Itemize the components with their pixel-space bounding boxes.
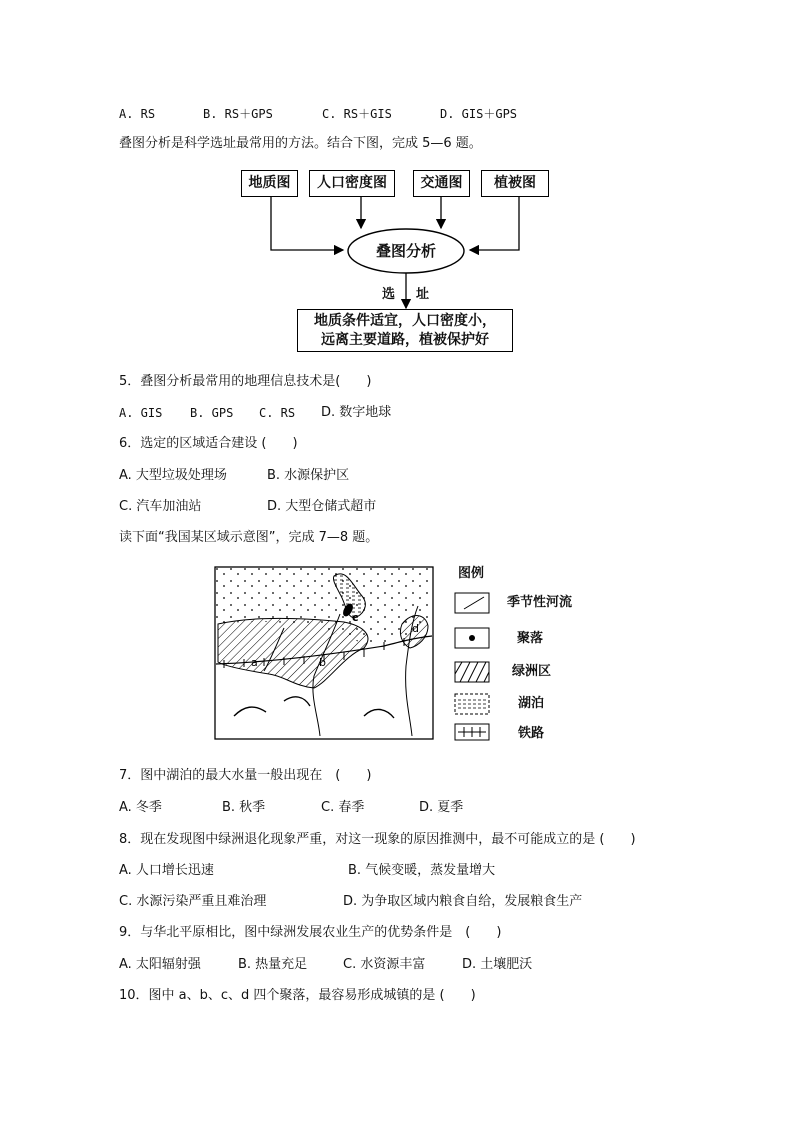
- q9-option-d[interactable]: D. 土壤肥沃: [462, 957, 533, 972]
- result-box: [297, 309, 513, 352]
- site-label-right: 址: [416, 287, 430, 302]
- intro-7-8: 读下面“我国某区域示意图”，完成 7—8 题。: [119, 530, 379, 545]
- legend-railway-label: 铁路: [518, 726, 545, 741]
- q7-option-a[interactable]: A. 冬季: [119, 800, 162, 815]
- q7-option-c[interactable]: C. 春季: [321, 800, 365, 815]
- legend-river-symbol: [455, 593, 489, 613]
- source-vegetation-map: 植被图: [481, 170, 549, 197]
- label-a: a: [251, 656, 258, 669]
- q5-option-b[interactable]: B. GPS: [190, 406, 234, 420]
- q5-stem: 5．叠图分析最常用的地理信息技术是( ): [119, 374, 372, 389]
- arrow-geology: [271, 197, 343, 250]
- q9-option-c[interactable]: C. 水资源丰富: [343, 957, 426, 972]
- legend-symbols: [454, 592, 492, 742]
- q4-option-a[interactable]: A. RS: [119, 107, 156, 121]
- source-geology-map: 地质图: [241, 170, 298, 197]
- q10-stem: 10．图中 a、b、c、d 四个聚落，最容易形成城镇的是 ( ): [119, 988, 476, 1003]
- q5-option-a[interactable]: A. GIS: [119, 406, 163, 420]
- legend-lake-label: 湖泊: [518, 696, 545, 711]
- q4-option-b[interactable]: B. RS＋GPS: [203, 107, 273, 121]
- q7-option-b[interactable]: B. 秋季: [222, 800, 266, 815]
- region-map: [214, 566, 434, 740]
- label-c: c: [352, 611, 359, 624]
- q9-option-a[interactable]: A. 太阳辐射强: [119, 957, 201, 972]
- legend-title: 图例: [458, 566, 485, 581]
- q5-option-d[interactable]: D. 数字地球: [321, 405, 392, 420]
- source-traffic-map: 交通图: [413, 170, 470, 197]
- q8-option-d[interactable]: D. 为争取区域内粮食自给，发展粮食生产: [343, 894, 583, 909]
- q9-stem: 9．与华北平原相比，图中绿洲发展农业生产的优势条件是 ( ): [119, 925, 502, 940]
- arrow-vegetation: [470, 197, 519, 250]
- q8-stem: 8．现在发现图中绿洲退化现象严重，对这一现象的原因推测中，最不可能成立的是 ( ): [119, 832, 636, 847]
- legend-settlement-label: 聚落: [517, 631, 544, 646]
- label-d: d: [412, 622, 419, 635]
- result-line-2: 远离主要道路，植被保护好: [321, 332, 489, 348]
- legend-oasis-label: 绿洲区: [512, 664, 552, 679]
- q8-option-b[interactable]: B. 气候变暖，蒸发量增大: [348, 863, 496, 878]
- q7-option-d[interactable]: D. 夏季: [419, 800, 464, 815]
- q6-option-b[interactable]: B. 水源保护区: [267, 468, 350, 483]
- site-label-left: 选: [382, 287, 396, 302]
- q8-option-a[interactable]: A. 人口增长迅速: [119, 863, 214, 878]
- q7-stem: 7．图中湖泊的最大水量一般出现在 ( ): [119, 768, 372, 783]
- result-line-1: 地质条件适宜，人口密度小，: [314, 313, 496, 329]
- q4-option-c[interactable]: C. RS＋GIS: [322, 107, 392, 121]
- q6-option-a[interactable]: A. 大型垃圾处理场: [119, 468, 227, 483]
- q8-option-c[interactable]: C. 水源污染严重且难治理: [119, 894, 267, 909]
- intro-5-6: 叠图分析是科学选址最常用的方法。结合下图，完成 5—6 题。: [119, 136, 482, 151]
- label-b: b: [319, 656, 326, 669]
- q6-stem: 6．选定的区域适合建设 ( ): [119, 436, 298, 451]
- source-population-map: 人口密度图: [309, 170, 395, 197]
- q6-option-d[interactable]: D. 大型仓储式超市: [267, 499, 377, 514]
- q9-option-b[interactable]: B. 热量充足: [238, 957, 308, 972]
- q4-option-d[interactable]: D. GIS＋GPS: [440, 107, 518, 121]
- overlay-analysis-label: 叠图分析: [375, 242, 436, 260]
- legend-river-label: 季节性河流: [507, 595, 573, 610]
- q6-option-c[interactable]: C. 汽车加油站: [119, 499, 202, 514]
- q5-option-c[interactable]: C. RS: [259, 406, 296, 420]
